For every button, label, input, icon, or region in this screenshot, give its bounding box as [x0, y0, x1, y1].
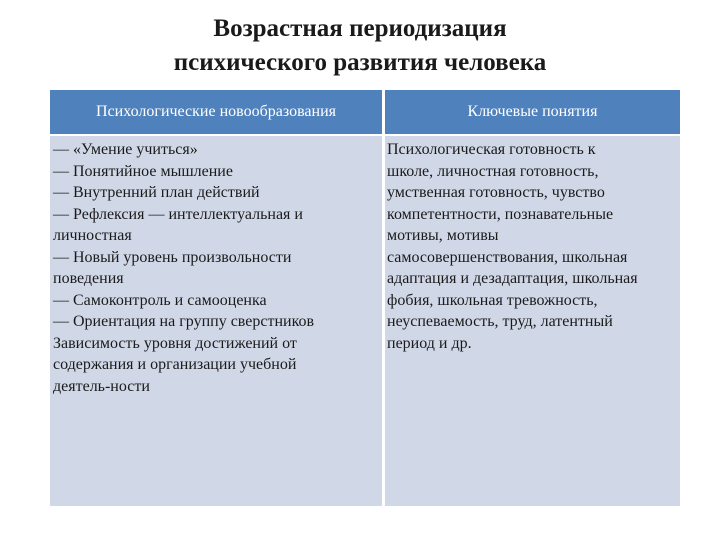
- key-concepts-cell: [385, 134, 680, 506]
- column-header-key-concepts: Ключевые понятия: [385, 90, 680, 134]
- key-concepts-line: адаптация и дезадаптация, школьная: [387, 270, 638, 287]
- new-formations-line: личностная: [53, 227, 132, 244]
- key-concepts-line: мотивы, мотивы: [387, 227, 499, 244]
- title-line-2: психического развития человека: [173, 49, 547, 76]
- column-header-new-formations: Психологические новообразования: [50, 90, 382, 134]
- key-concepts-line: неуспеваемость, труд, латентный: [387, 313, 613, 330]
- content-table: [50, 90, 680, 506]
- new-formations-line: — Новый уровень произвольности: [53, 248, 292, 266]
- new-formations-cell: [50, 134, 382, 506]
- new-formations-line: поведения: [53, 270, 124, 287]
- new-formations-line: — Самоконтроль и самооценка: [53, 291, 267, 309]
- new-formations-line: деятель-ности: [53, 377, 150, 395]
- new-formations-line: — Ориентация на группу сверстников: [53, 313, 315, 330]
- key-concepts-line: фобия, школьная тревожность,: [387, 291, 598, 309]
- key-concepts-line: самосовершенствования, школьная: [387, 248, 628, 266]
- header-divider: [50, 134, 680, 136]
- key-concepts-line: Психологическая готовность к: [387, 141, 596, 158]
- new-formations-line: — Понятийное мышление: [53, 162, 233, 180]
- key-concepts-line: компетентности, познавательные: [387, 205, 614, 223]
- new-formations-line: — Внутренний план действий: [53, 184, 260, 201]
- key-concepts-line: школе, личностная готовность,: [387, 162, 599, 180]
- key-concepts-line: период и др.: [387, 334, 472, 352]
- new-formations-line: — Рефлексия — интеллектуальная и: [53, 205, 303, 223]
- page-title: [0, 12, 720, 80]
- new-formations-line: Зависимость уровня достижений от: [53, 334, 297, 352]
- new-formations-line: — «Умение учиться»: [53, 141, 198, 158]
- key-concepts-line: умственная готовность, чувство: [387, 184, 605, 201]
- title-line-1: Возрастная периодизация: [213, 15, 507, 42]
- new-formations-line: содержания и организации учебной: [53, 356, 297, 373]
